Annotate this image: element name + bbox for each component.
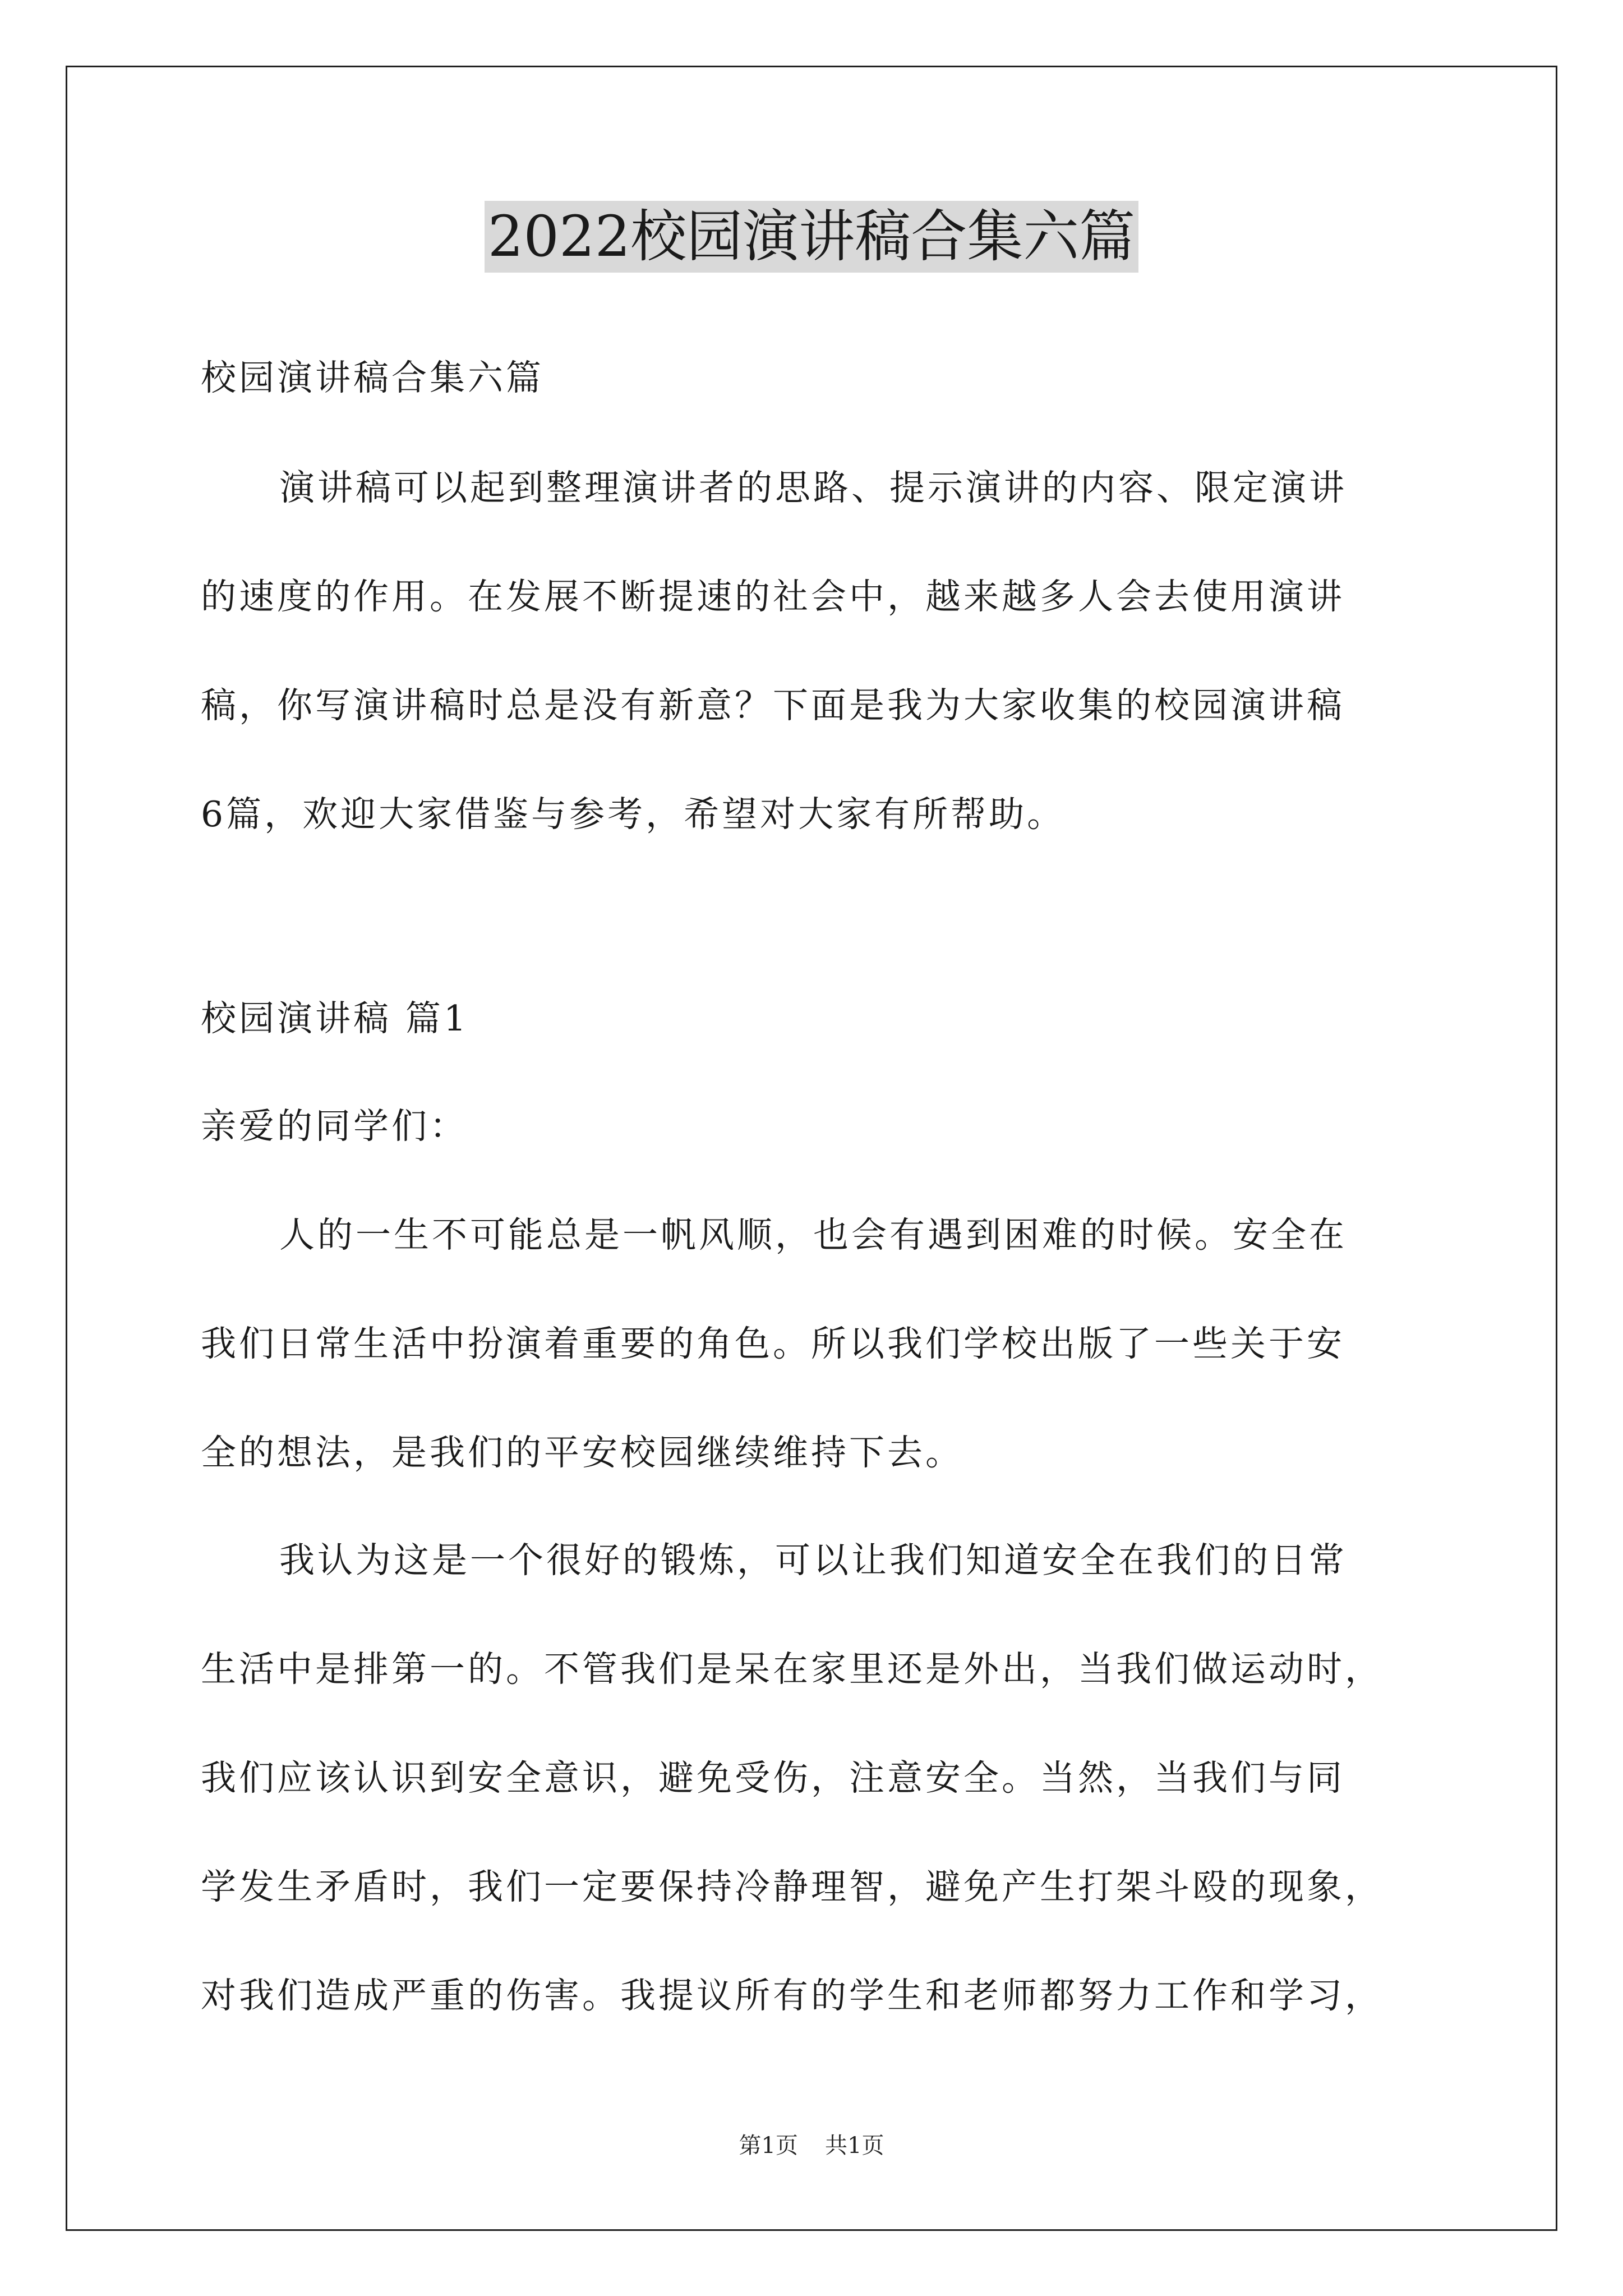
paragraph-2-line-3: 我们应该认识到安全意识，避免受伤，注意安全。当然，当我们与同	[201, 1757, 1345, 1798]
paragraph-2-line-1: 我认为这是一个很好的锻炼，可以让我们知道安全在我们的日常	[279, 1540, 1347, 1581]
intro-line-4: 6篇，欢迎大家借鉴与参考，希望对大家有所帮助。	[201, 794, 1066, 835]
title-container	[0, 201, 1623, 273]
paragraph-2-line-2: 生活中是排第一的。不管我们是呆在家里还是外出，当我们做运动时，	[201, 1649, 1383, 1690]
paragraph-1-line-1: 人的一生不可能总是一帆风顺，也会有遇到困难的时候。安全在	[279, 1214, 1347, 1255]
paragraph-1-line-2: 我们日常生活中扮演着重要的角色。所以我们学校出版了一些关于安	[201, 1323, 1345, 1364]
intro-line-1: 演讲稿可以起到整理演讲者的思路、提示演讲的内容、限定演讲	[279, 467, 1347, 508]
page-number-current: 第1页	[739, 2133, 798, 2159]
page-number-total: 共1页	[825, 2133, 884, 2159]
section-heading: 校园演讲稿 篇1	[201, 998, 469, 1039]
intro-line-3: 稿，你写演讲稿时总是没有新意？下面是我为大家收集的校园演讲稿	[201, 685, 1345, 726]
page-footer	[0, 2132, 1623, 2160]
intro-line-2: 的速度的作用。在发展不断提速的社会中，越来越多人会去使用演讲	[201, 576, 1345, 617]
paragraph-1-line-3: 全的想法，是我们的平安校园继续维持下去。	[201, 1432, 963, 1473]
document-title: 2022校园演讲稿合集六篇	[485, 201, 1139, 273]
paragraph-2-line-4: 学发生矛盾时，我们一定要保持冷静理智，避免产生打架斗殴的现象，	[201, 1866, 1383, 1907]
document-subtitle: 校园演讲稿合集六篇	[201, 357, 544, 398]
paragraph-2-line-5: 对我们造成严重的伤害。我提议所有的学生和老师都努力工作和学习，	[201, 1975, 1383, 2016]
greeting: 亲爱的同学们：	[201, 1106, 468, 1147]
